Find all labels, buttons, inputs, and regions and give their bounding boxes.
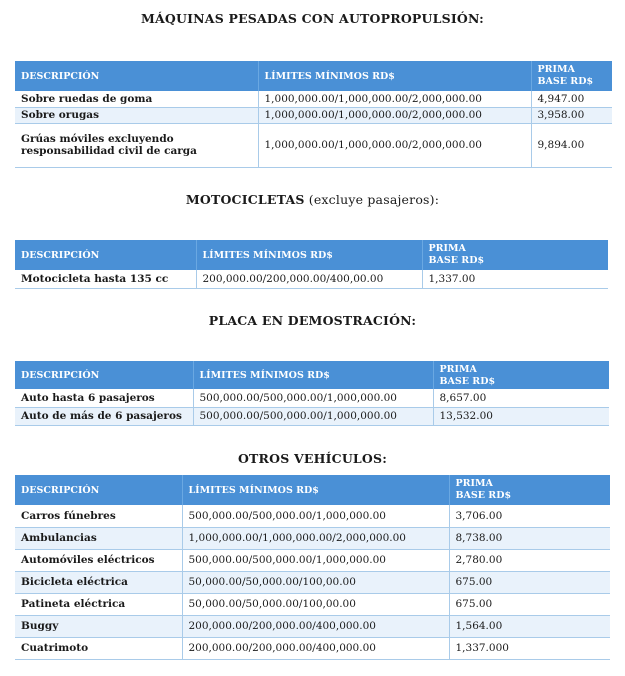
row-prima: 1,564.00 [449,615,610,637]
row-prima: 3,958.00 [531,107,612,123]
row-prima: 13,532.00 [433,407,609,425]
row-limits: 500,000.00/500,000.00/1,000,000.00 [182,505,449,527]
table-row [15,407,609,425]
header-description: DESCRIPCIÓN [15,361,193,389]
table-row [15,549,610,571]
header-prima: PRIMA BASE RD$ [433,361,609,389]
row-description: Buggy [15,615,182,637]
row-description: Auto hasta 6 pasajeros [15,389,193,407]
row-limits: 200,000.00/200,000.00/400,000.00 [182,615,449,637]
table-row [15,593,610,615]
heavy-machinery-table [15,61,612,168]
row-description: Bicicleta eléctrica [15,571,182,593]
table-header-row [15,475,610,505]
table-row [15,505,610,527]
section-title-demo-plate: PLACA EN DEMOSTRACIÓN: [208,313,417,328]
header-prima: PRIMA BASE RD$ [449,475,610,505]
header-limits: LÍMITES MÍNIMOS RD$ [193,361,433,389]
row-description: Sobre orugas [15,107,258,123]
row-description: Motocicleta hasta 135 cc [15,270,196,288]
row-limits: 500,000.00/500,000.00/1,000,000.00 [193,389,433,407]
table-header-row [15,61,612,91]
row-limits: 1,000,000.00/1,000,000.00/2,000,000.00 [258,123,531,167]
row-description: Automóviles eléctricos [15,549,182,571]
row-description: Patineta eléctrica [15,593,182,615]
header-limits: LÍMITES MÍNIMOS RD$ [182,475,449,505]
row-description: Ambulancias [15,527,182,549]
row-prima: 1,337.000 [449,637,610,659]
header-limits: LÍMITES MÍNIMOS RD$ [258,61,531,91]
table-row [15,270,608,288]
header-description: DESCRIPCIÓN [15,475,182,505]
row-limits: 1,000,000.00/1,000,000.00/2,000,000.00 [258,91,531,107]
section-title-other-vehicles: OTROS VEHÍCULOS: [237,451,388,466]
row-prima: 8,657.00 [433,389,609,407]
row-description: Carros fúnebres [15,505,182,527]
row-prima: 4,947.00 [531,91,612,107]
row-limits: 500,000.00/500,000.00/1,000,000.00 [193,407,433,425]
header-description: DESCRIPCIÓN [15,240,196,270]
row-limits: 50,000.00/50,000.00/100,00.00 [182,593,449,615]
row-prima: 9,894.00 [531,123,612,167]
row-prima: 675.00 [449,571,610,593]
row-prima: 8,738.00 [449,527,610,549]
other-vehicles-table [15,475,610,660]
header-description: DESCRIPCIÓN [15,61,258,91]
header-prima: PRIMA BASE RD$ [531,61,612,91]
row-limits: 50,000.00/50,000.00/100,00.00 [182,571,449,593]
row-limits: 200,000.00/200,000.00/400,000.00 [182,637,449,659]
table-row [15,637,610,659]
row-description: Sobre ruedas de goma [15,91,258,107]
demo-plate-table [15,361,609,426]
header-limits: LÍMITES MÍNIMOS RD$ [196,240,422,270]
row-description: Auto de más de 6 pasajeros [15,407,193,425]
table-row [15,91,612,107]
table-row [15,389,609,407]
table-header-row [15,240,608,270]
motorcycles-table [15,240,608,289]
row-limits: 1,000,000.00/1,000,000.00/2,000,000.00 [182,527,449,549]
row-limits: 200,000.00/200,000.00/400,00.00 [196,270,422,288]
row-prima: 675.00 [449,593,610,615]
table-row [15,615,610,637]
header-prima: PRIMA BASE RD$ [422,240,608,270]
row-limits: 1,000,000.00/1,000,000.00/2,000,000.00 [258,107,531,123]
section-title-heavy-machinery: MÁQUINAS PESADAS CON AUTOPROPULSIÓN: [141,11,484,26]
table-row [15,571,610,593]
row-description: Grúas móviles excluyendo responsabilidad civil de carga [15,123,258,167]
section-title-motorcycles: MOTOCICLETAS (excluye pasajeros): [185,192,440,207]
row-prima: 2,780.00 [449,549,610,571]
table-row [15,527,610,549]
table-row [15,123,612,167]
row-limits: 500,000.00/500,000.00/1,000,000.00 [182,549,449,571]
row-prima: 3,706.00 [449,505,610,527]
table-row [15,107,612,123]
table-header-row [15,361,609,389]
row-prima: 1,337.00 [422,270,608,288]
row-description: Cuatrimoto [15,637,182,659]
